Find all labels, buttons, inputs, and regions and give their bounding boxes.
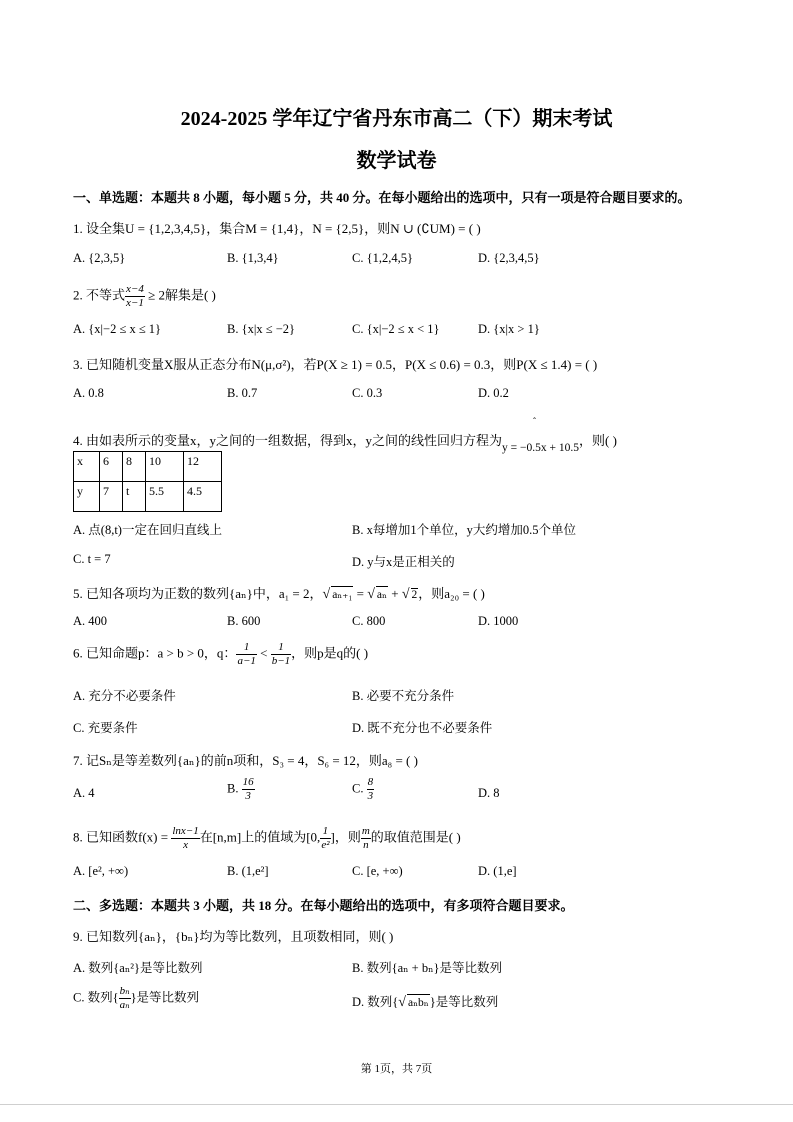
question-2-stem [73, 283, 216, 310]
q3-option-b: B. 0.7 [227, 386, 258, 400]
q7-option-b [227, 776, 255, 803]
q9-c-prefix: C. 数列{ [73, 990, 119, 1005]
question-9-stem: 9. 已知数列{aₙ}，{bₙ}均为等比数列，且项数相同，则( ) [73, 929, 394, 944]
q4-regression-equation: y = −0.5x + 10.5 [502, 442, 579, 454]
q9-c-denominator: aₙ [119, 999, 130, 1011]
q5-plus: + [388, 586, 402, 601]
q6-denominator-2: b−1 [271, 655, 291, 667]
q4-option-a: A. 点(8,t)一定在回归直线上 [73, 523, 222, 537]
question-1-stem: 1. 设全集U = {1,2,3,4,5}，集合M = {1,4}，N = {2,5}，则N ∪ (∁UM) = ( ) [73, 221, 481, 236]
table-cell: y [74, 482, 100, 512]
page-bottom-divider [0, 1104, 793, 1105]
q2-option-b: B. {x|x ≤ −2} [227, 322, 295, 336]
q8-text-mid: 在[n,m]上的值域为[0, [199, 829, 321, 845]
q7-option-a: A. 4 [73, 786, 95, 800]
q6-option-b: B. 必要不充分条件 [352, 689, 455, 703]
q5-option-b: B. 600 [227, 614, 261, 628]
q3-option-d: D. 0.2 [478, 386, 509, 400]
q3-option-c: C. 0.3 [352, 386, 383, 400]
q8-text-pre: 8. 已知函数f(x) = [73, 829, 172, 845]
q8-option-d: D. (1,e] [478, 864, 517, 878]
q4-hat-mark: ˆ [533, 416, 536, 426]
q8-option-b: B. (1,e²] [227, 864, 269, 878]
q8-fraction-f [171, 825, 199, 852]
q5-text-post: ，则a₂₀ = ( ) [418, 586, 485, 601]
q2-text-post: ≥ 2解集是( ) [144, 287, 216, 303]
q8-numerator: lnx−1 [172, 825, 199, 837]
table-cell: 8 [123, 452, 146, 482]
q6-denominator-1: a−1 [237, 655, 256, 667]
q2-denominator: x−1 [126, 297, 144, 309]
sqrt-icon: √ [367, 587, 375, 602]
q9-d-prefix: D. 数列{ [352, 995, 399, 1009]
q8-denominator: x [183, 839, 188, 851]
q8-fraction-range [320, 825, 330, 852]
q2-text-pre: 2. 不等式 [73, 287, 126, 303]
q7-option-b-prefix: B. [227, 781, 242, 796]
q6-numerator-1: 1 [236, 641, 256, 655]
q6-text-post: ，则p是q的( ) [291, 645, 369, 661]
page-title: 2024-2025 学年辽宁省丹东市高二（下）期末考试 [180, 108, 613, 130]
sqrt-icon: √ [398, 995, 406, 1010]
q4-text: 4. 由如表所示的变量x，y之间的一组数据，得到x，y之间的线性回归方程为 [73, 433, 503, 448]
q6-less-than: < [256, 645, 271, 661]
q4-text-end: ，则( ) [578, 433, 617, 448]
q8-range-numerator: 1 [320, 825, 330, 839]
q1-option-a: A. {2,3,5} [73, 251, 126, 265]
section-heading-multiple-choice: 二、多选题：本题共 3 小题，共 18 分。在每小题给出的选项中，有多项符合题目要求。 [73, 898, 574, 913]
table-row [74, 452, 222, 482]
q4-option-b: B. x每增加1个单位，y大约增加0.5个单位 [352, 523, 576, 537]
q8-text-mid2: ]，则 [330, 829, 361, 845]
q9-option-a: A. 数列{aₙ²}是等比数列 [73, 961, 203, 975]
q1-option-d: D. {2,3,4,5} [478, 251, 540, 265]
q6-fraction-1 [236, 641, 256, 668]
q7-c-denominator: 3 [367, 790, 374, 802]
table-cell: 6 [100, 452, 123, 482]
q5-radicand-2: aₙ [376, 586, 388, 601]
q6-option-d: D. 既不充分也不必要条件 [352, 721, 493, 735]
q7-b-numerator: 16 [242, 776, 254, 788]
q5-option-d: D. 1000 [478, 614, 519, 628]
q8-m: m [361, 825, 370, 837]
table-cell: 10 [146, 452, 184, 482]
q2-fraction [125, 283, 145, 310]
q9-option-b: B. 数列{aₙ + bₙ}是等比数列 [352, 961, 503, 975]
question-7-stem: 7. 记Sₙ是等差数列{aₙ}的前n项和，S₃ = 4，S₆ = 12，则a₈ = ( ) [73, 753, 418, 768]
q8-fraction-mn [361, 825, 371, 852]
q5-equals: = [353, 586, 368, 601]
q9-d-radicand: aₙbₙ [407, 994, 430, 1009]
question-3-stem: 3. 已知随机变量X服从正态分布N(μ,σ²)，若P(X ≥ 1) = 0.5，P(X ≤ 0.6) = 0.3，则P(X ≤ 1.4) = ( ) [73, 357, 598, 372]
page-subtitle: 数学试卷 [356, 150, 437, 172]
q8-text-post: 的取值范围是( ) [370, 829, 461, 845]
q8-range-denominator: e² [321, 839, 330, 851]
q4-option-c: C. t = 7 [73, 552, 111, 566]
q6-fraction-2 [271, 641, 291, 668]
sqrt-icon: √ [401, 587, 410, 602]
q7-option-c-fraction [367, 776, 375, 803]
question-4-stem [73, 430, 617, 454]
q5-option-c: C. 800 [352, 614, 386, 628]
q9-option-c [73, 985, 199, 1012]
q5-text-pre: 5. 已知各项均为正数的数列{aₙ}中，a₁ = 2， [73, 586, 323, 601]
q6-option-a: A. 充分不必要条件 [73, 689, 176, 703]
q8-option-a: A. [e², +∞) [73, 864, 129, 878]
q4-data-table [73, 451, 222, 512]
table-cell: t [123, 482, 146, 512]
q8-option-c: C. [e, +∞) [352, 864, 403, 878]
q6-numerator-2: 1 [271, 641, 291, 655]
q8-n: n [363, 839, 369, 851]
q9-d-suffix: }是等比数列 [429, 995, 499, 1009]
q1-option-c: C. {1,2,4,5} [352, 251, 413, 265]
section-heading-single-choice: 一、单选题：本题共 8 小题，每小题 5 分，共 40 分。在每小题给出的选项中，只有一项是符合题目要求的。 [73, 190, 691, 205]
q2-option-a: A. {x|−2 ≤ x ≤ 1} [73, 322, 162, 336]
q1-option-b: B. {1,3,4} [227, 251, 279, 265]
q9-c-numerator: bₙ [119, 985, 130, 997]
page-footer: 第 1页，共 7页 [360, 1063, 433, 1075]
q7-option-c-prefix: C. [352, 781, 367, 796]
question-5-stem [73, 583, 485, 603]
q2-numerator: x−4 [126, 283, 144, 295]
question-8-stem [73, 825, 461, 852]
q5-option-a: A. 400 [73, 614, 108, 628]
q4-option-d: D. y与x是正相关的 [352, 555, 455, 569]
table-cell: 5.5 [146, 482, 184, 512]
q5-radicand-1: aₙ₊₁ [331, 586, 353, 601]
q7-option-d: D. 8 [478, 786, 500, 800]
table-cell: x [74, 452, 100, 482]
question-6-stem [73, 641, 368, 668]
q7-b-denominator: 3 [245, 790, 251, 802]
table-cell: 4.5 [184, 482, 222, 512]
q5-radicand-3: 2 [411, 589, 418, 601]
q6-option-c: C. 充要条件 [73, 721, 138, 735]
q2-option-d: D. {x|x > 1} [478, 322, 540, 336]
q7-c-numerator: 8 [367, 776, 374, 788]
table-cell: 7 [100, 482, 123, 512]
sqrt-icon: √ [322, 587, 331, 602]
q9-option-d [352, 992, 498, 1011]
q6-text-pre: 6. 已知命题p：a > b > 0，q： [73, 645, 237, 661]
table-row [74, 482, 222, 512]
q9-c-suffix: }是等比数列 [130, 990, 200, 1005]
q3-option-a: A. 0.8 [73, 386, 104, 400]
q2-option-c: C. {x|−2 ≤ x < 1} [352, 322, 440, 336]
q7-option-c [352, 776, 374, 803]
table-cell: 12 [184, 452, 222, 482]
q7-option-b-fraction [242, 776, 255, 803]
q9-c-fraction [119, 985, 131, 1012]
